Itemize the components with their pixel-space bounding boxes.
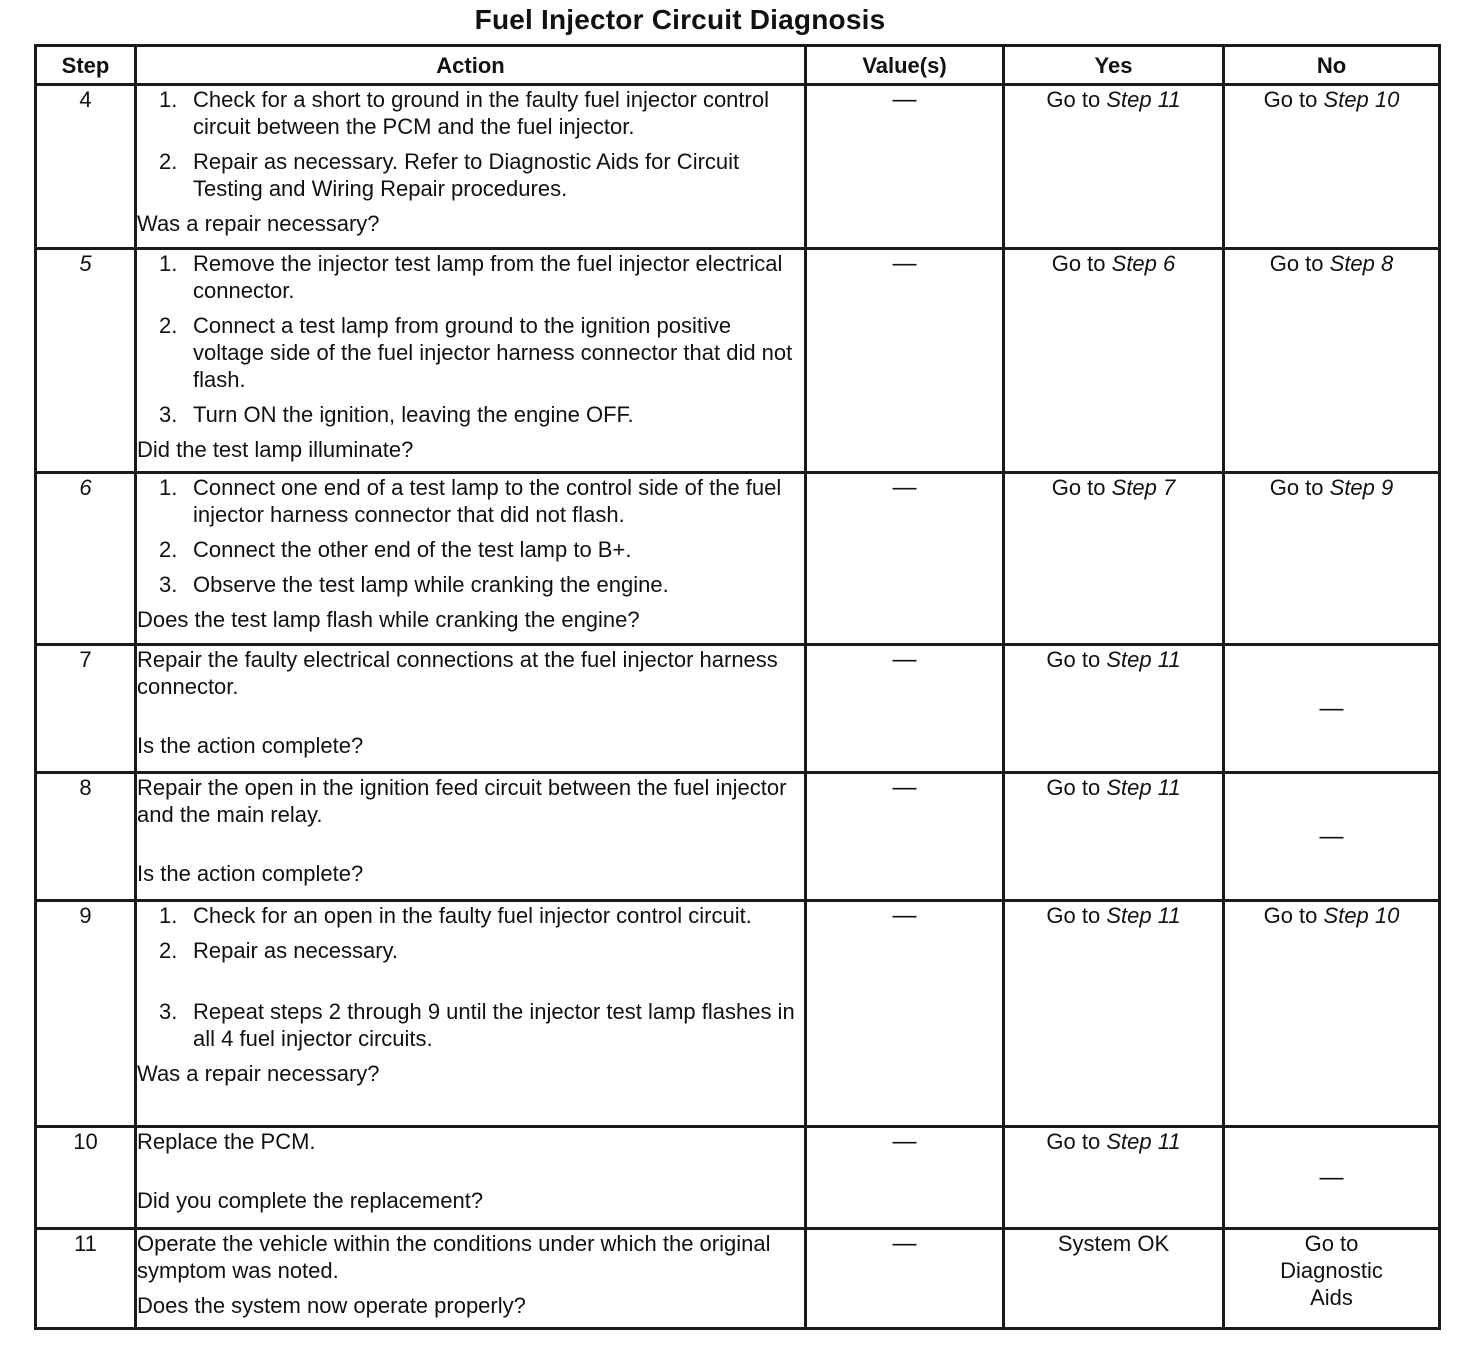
yes-cell: Go to Step 11 xyxy=(1004,1127,1224,1229)
action-cell xyxy=(136,1229,806,1329)
page-title: Fuel Injector Circuit Diagnosis xyxy=(474,4,886,35)
action-question: Did you complete the replacement? xyxy=(137,1188,484,1213)
table-row xyxy=(36,773,1440,901)
list-item: 3. Observe the test lamp while cranking the engine. xyxy=(159,572,669,597)
action-question: Does the system now operate properly? xyxy=(137,1293,526,1318)
list-item: 1. Remove the injector test lamp from the fuel injector electrical connector. xyxy=(159,251,783,303)
value-cell: — xyxy=(806,1127,1004,1229)
yes-cell: Go to Step 6 xyxy=(1004,249,1224,473)
table-row xyxy=(36,645,1440,773)
action-text: Operate the vehicle within the conditions under which the original symptom was noted. xyxy=(137,1231,771,1283)
list-item: 3. Turn ON the ignition, leaving the engine OFF. xyxy=(159,402,634,427)
diagnosis-table xyxy=(34,44,1441,1330)
value-cell: — xyxy=(806,249,1004,473)
table-row xyxy=(36,85,1440,249)
header-no: No xyxy=(1224,46,1440,85)
yes-cell: Go to Step 11 xyxy=(1004,645,1224,773)
step-number: 4 xyxy=(36,85,136,249)
header-value: Value(s) xyxy=(806,46,1004,85)
action-cell xyxy=(136,1127,806,1229)
action-cell xyxy=(136,645,806,773)
step-number: 11 xyxy=(36,1229,136,1329)
action-question: Was a repair necessary? xyxy=(137,211,380,236)
step-number: 9 xyxy=(36,901,136,1127)
action-cell xyxy=(136,85,806,249)
header-step: Step xyxy=(36,46,136,85)
table-row xyxy=(36,901,1440,1127)
no-cell: Go to Step 9 xyxy=(1224,473,1440,645)
yes-cell: Go to Step 11 xyxy=(1004,901,1224,1127)
action-cell xyxy=(136,901,806,1127)
no-cell: — xyxy=(1224,645,1440,773)
action-cell xyxy=(136,773,806,901)
list-item: 3. Repeat steps 2 through 9 until the injector test lamp flashes in all 4 fuel injector circuits. xyxy=(159,999,795,1051)
action-list xyxy=(137,902,804,1052)
header-row xyxy=(36,46,1440,85)
list-item: 1. Check for an open in the faulty fuel injector control circuit. xyxy=(159,903,752,928)
list-item: 2. Repair as necessary. xyxy=(159,938,399,963)
list-item: 2. Repair as necessary. Refer to Diagnostic Aids for Circuit Testing and Wiring Repair procedures. xyxy=(159,149,740,201)
table-row xyxy=(36,1127,1440,1229)
action-question: Is the action complete? xyxy=(137,861,364,886)
action-text: Repair the faulty electrical connections at the fuel injector harness connector. xyxy=(137,647,778,699)
no-cell: Go to Diagnostic Aids xyxy=(1224,1229,1440,1329)
step-number: 7 xyxy=(36,645,136,773)
value-cell: — xyxy=(806,1229,1004,1329)
list-item: 1. Connect one end of a test lamp to the control side of the fuel injector harness connector that did not flash. xyxy=(159,475,782,527)
list-item: 1. Check for a short to ground in the faulty fuel injector control circuit between the PCM and the fuel injector. xyxy=(159,87,769,139)
no-cell: — xyxy=(1224,773,1440,901)
list-item: 2. Connect the other end of the test lamp to B+. xyxy=(159,537,632,562)
action-text: Replace the PCM. xyxy=(137,1129,316,1154)
no-cell: — xyxy=(1224,1127,1440,1229)
yes-cell: Go to Step 11 xyxy=(1004,85,1224,249)
table-row xyxy=(36,249,1440,473)
yes-cell: System OK xyxy=(1004,1229,1224,1329)
action-list xyxy=(137,86,804,202)
value-cell: — xyxy=(806,645,1004,773)
table-row xyxy=(36,473,1440,645)
step-number: 6 xyxy=(36,473,136,645)
step-number: 10 xyxy=(36,1127,136,1229)
action-question: Is the action complete? xyxy=(137,733,364,758)
header-yes: Yes xyxy=(1004,46,1224,85)
action-question: Was a repair necessary? xyxy=(137,1061,380,1086)
no-cell: Go to Step 8 xyxy=(1224,249,1440,473)
header-action: Action xyxy=(136,46,806,85)
action-text: Repair the open in the ignition feed circuit between the fuel injector and the main relay. xyxy=(137,775,787,827)
value-cell: — xyxy=(806,85,1004,249)
table-row xyxy=(36,1229,1440,1329)
action-cell xyxy=(136,473,806,645)
action-question: Did the test lamp illuminate? xyxy=(137,437,414,462)
step-number: 5 xyxy=(36,249,136,473)
value-cell: — xyxy=(806,773,1004,901)
action-question: Does the test lamp flash while cranking the engine? xyxy=(137,607,640,632)
action-list xyxy=(137,474,804,598)
action-cell xyxy=(136,249,806,473)
step-number: 8 xyxy=(36,773,136,901)
no-cell: Go to Step 10 xyxy=(1224,85,1440,249)
yes-cell: Go to Step 7 xyxy=(1004,473,1224,645)
no-cell: Go to Step 10 xyxy=(1224,901,1440,1127)
yes-cell: Go to Step 11 xyxy=(1004,773,1224,901)
value-cell: — xyxy=(806,901,1004,1127)
list-item: 2. Connect a test lamp from ground to the ignition positive voltage side of the fuel injector harness connector that did not flash. xyxy=(159,313,793,392)
value-cell: — xyxy=(806,473,1004,645)
action-list xyxy=(137,250,804,428)
